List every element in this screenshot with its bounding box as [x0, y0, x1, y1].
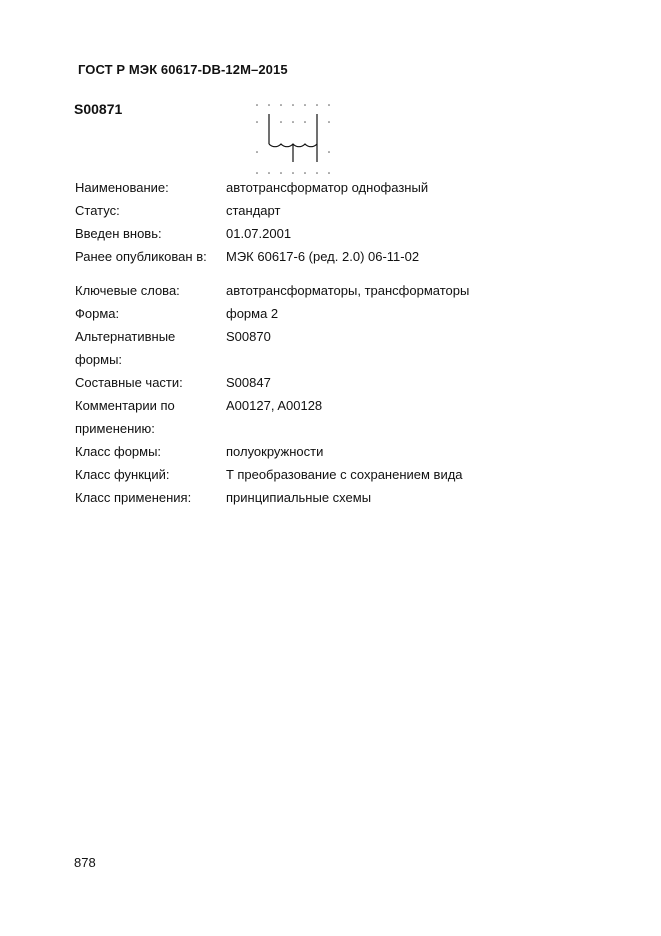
field-label: Наименование:	[75, 180, 169, 195]
field-value: автотрансформатор однофазный	[226, 180, 429, 195]
field-label: Класс применения:	[75, 490, 192, 505]
field-value: принципиальные схемы	[226, 490, 372, 505]
field-label: Класс функций:	[75, 467, 170, 482]
field-value: полуокружности	[226, 444, 324, 459]
field-label: Форма:	[75, 306, 120, 321]
field-label: Ранее опубликован в:	[75, 249, 207, 264]
field-value: A00127, A00128	[226, 398, 323, 413]
field-value: T преобразование с сохранением вида	[226, 467, 463, 482]
field-value: автотрансформаторы, трансформаторы	[226, 283, 470, 298]
document-header: ГОСТ Р МЭК 60617-DB-12M–2015	[78, 62, 288, 77]
field-value: МЭК 60617-6 (ред. 2.0) 06-11-02	[226, 249, 420, 264]
field-value: S00847	[226, 375, 271, 390]
field-value: 01.07.2001	[226, 226, 292, 241]
page-number: 878	[74, 855, 96, 870]
field-label: Составные части:	[75, 375, 183, 390]
symbol-drawing	[252, 100, 336, 178]
field-label: Ключевые слова:	[75, 283, 180, 298]
field-label: Класс формы:	[75, 444, 162, 459]
field-value: форма 2	[226, 306, 279, 321]
symbol-code: S00871	[74, 101, 123, 117]
field-value: S00870	[226, 329, 271, 344]
field-label: Статус:	[75, 203, 120, 218]
field-value: стандарт	[226, 203, 281, 218]
field-label: Альтернативные формы:	[75, 329, 176, 367]
field-label: Введен вновь:	[75, 226, 162, 241]
autotransformer-symbol-icon	[252, 100, 336, 178]
field-label: Комментарии по применению:	[75, 398, 175, 436]
